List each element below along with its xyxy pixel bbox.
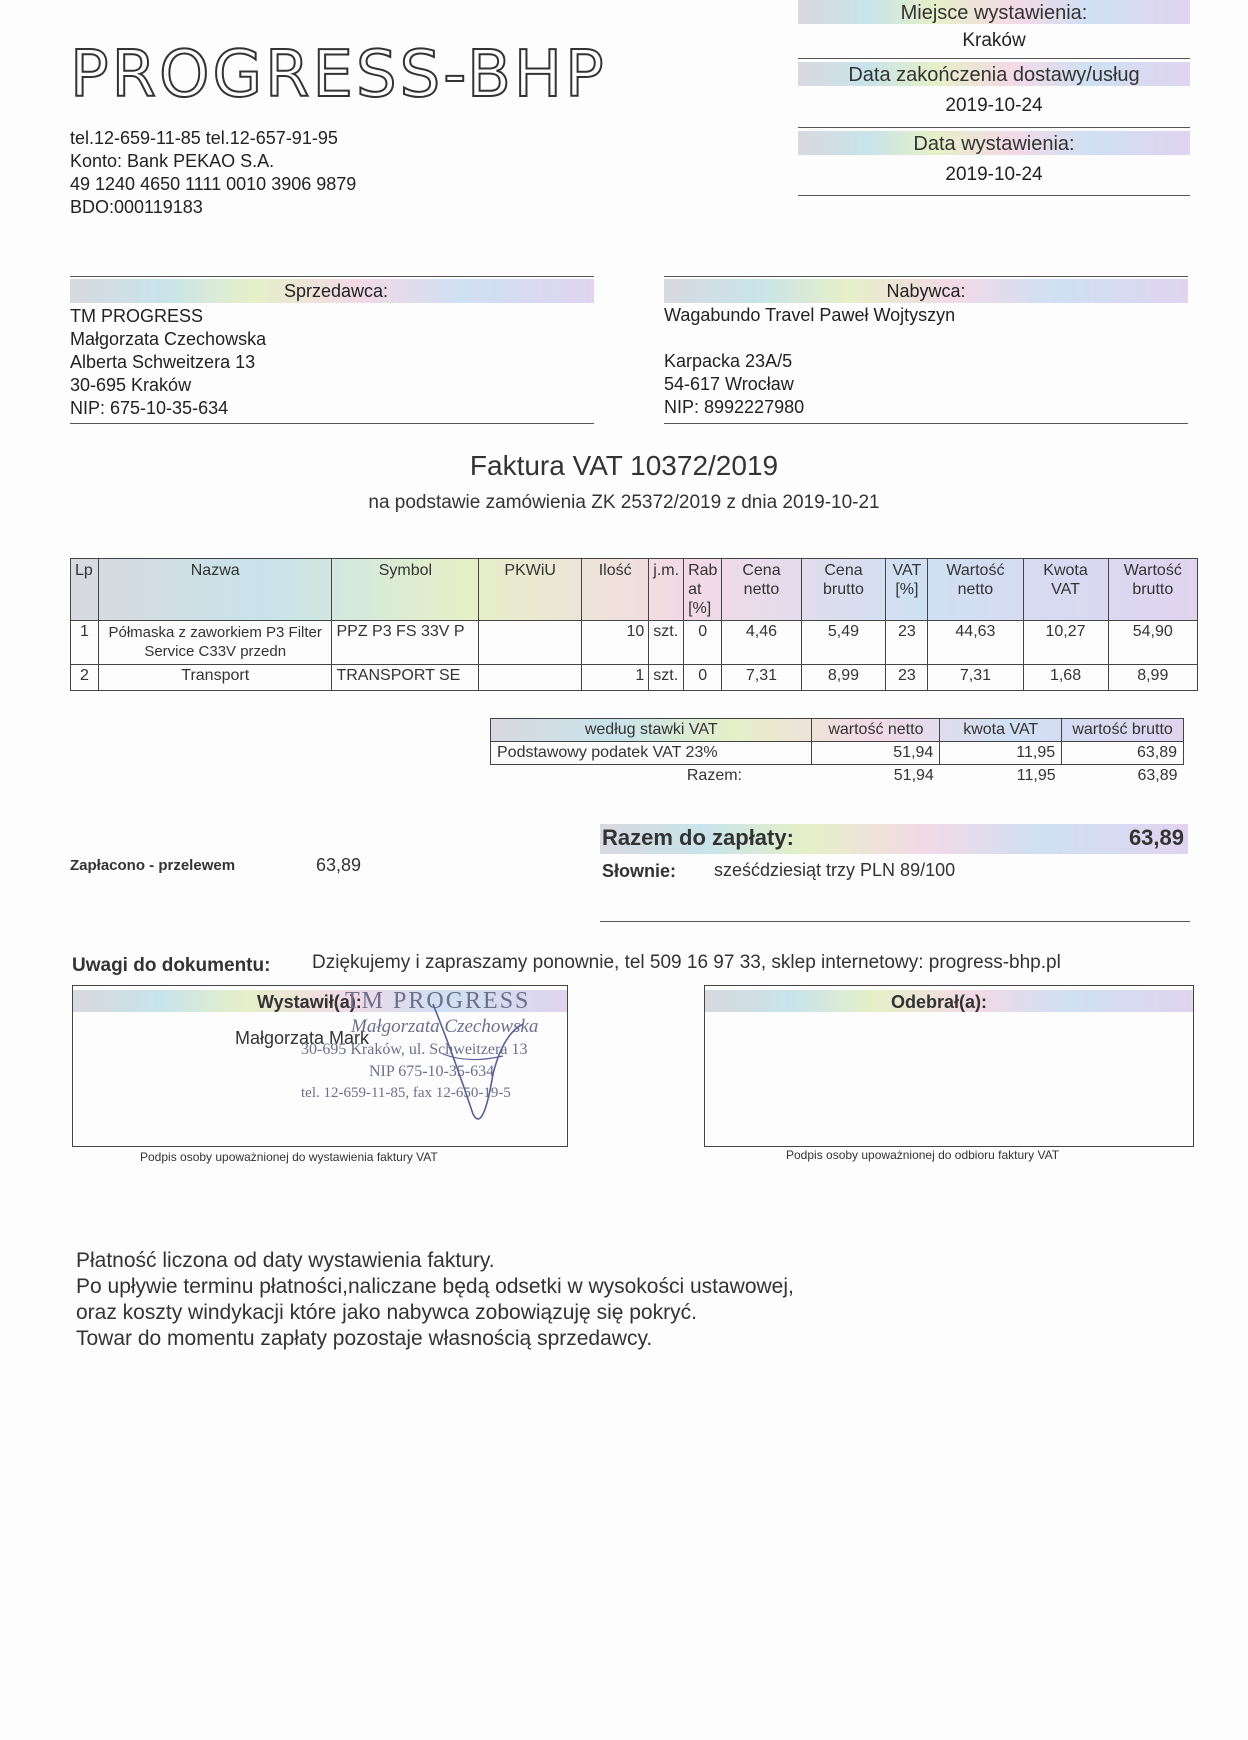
received-caption: Podpis osoby upoważnionej do odbioru faktury VAT xyxy=(786,1148,1060,1162)
footer-line-3: oraz koszty windykacji które jako nabywca zobowiązuję się pokryć. xyxy=(76,1301,697,1324)
cell-vat: 23 xyxy=(886,665,928,691)
vat-total-brutto: 63,89 xyxy=(1137,767,1178,784)
buyer-street: Karpacka 23A/5 xyxy=(664,351,793,371)
vat-rate: Podstawowy podatek VAT 23% xyxy=(491,742,812,765)
table-row xyxy=(71,665,1198,691)
issue-date-value: 2019-10-24 xyxy=(945,164,1043,185)
seller-label-bar xyxy=(70,279,594,303)
issue-date-label: Data wystawienia: xyxy=(798,131,1190,155)
cell-cena-brutto: 8,99 xyxy=(801,665,886,691)
issued-name: Małgorzata Mark xyxy=(235,1028,370,1048)
place-value: Kraków xyxy=(962,30,1026,51)
buyer-name: Wagabundo Travel Paweł Wojtyszyn xyxy=(664,305,956,325)
invoice-title: Faktura VAT 10372/2019 xyxy=(469,450,779,481)
cell-vat: 23 xyxy=(886,621,928,665)
buyer-label-bar xyxy=(664,279,1188,303)
vat-header-row xyxy=(491,719,1184,742)
col-symbol: Symbol xyxy=(332,559,479,621)
vat-netto: 51,94 xyxy=(812,742,940,765)
cell-wartosc-netto: 44,63 xyxy=(928,621,1023,665)
stamp-line-5: tel. 12-659-11-85, fax 12-650-19-5 xyxy=(301,1085,511,1101)
col-wartosc-brutto: Wartość brutto xyxy=(1108,559,1197,621)
vat-amount: 11,95 xyxy=(940,742,1062,765)
cell-lp: 2 xyxy=(71,665,99,691)
cell-cena-netto: 4,46 xyxy=(722,621,801,665)
stamp-line-1: TM PROGRESS xyxy=(345,988,531,1014)
seller-label: Sprzedawca: xyxy=(283,281,388,301)
col-lp: Lp xyxy=(71,559,99,621)
vat-total-netto: 51,94 xyxy=(893,767,934,784)
col-cena-netto: Cena netto xyxy=(722,559,801,621)
seller-city: 30-695 Kraków xyxy=(70,375,192,395)
vat-summary-table xyxy=(490,718,1184,787)
footer-line-1: Płatność liczona od daty wystawienia faktury. xyxy=(76,1249,495,1272)
vat-col-rate: według stawki VAT xyxy=(491,719,812,742)
total-due-label: Razem do zapłaty: xyxy=(602,825,794,850)
col-pkwiu: PKWiU xyxy=(479,559,582,621)
cell-rabat: 0 xyxy=(684,665,722,691)
items-header-row xyxy=(71,559,1198,621)
buyer-nip: NIP: 8992227980 xyxy=(664,397,805,417)
cell-symbol: PPZ P3 FS 33V P xyxy=(332,621,479,665)
col-cena-brutto: Cena brutto xyxy=(801,559,886,621)
notes-label: Uwagi do dokumentu: xyxy=(72,955,271,976)
issued-label: Wystawił(a): xyxy=(257,992,362,1012)
vat-total-amount: 11,95 xyxy=(1016,767,1056,784)
cell-ilosc: 10 xyxy=(582,621,649,665)
buyer-city: 54-617 Wrocław xyxy=(664,374,794,394)
cell-cena-brutto: 5,49 xyxy=(801,621,886,665)
stamp-line-4: NIP 675-10-35-634 xyxy=(369,1063,495,1080)
cell-cena-netto: 7,31 xyxy=(722,665,801,691)
received-label: Odebrał(a): xyxy=(891,992,988,1012)
cell-pkwiu xyxy=(479,665,582,691)
total-due-value: 63,89 xyxy=(1128,825,1184,850)
buyer-label: Nabywca: xyxy=(886,281,966,301)
vat-brutto: 63,89 xyxy=(1062,742,1184,765)
received-box xyxy=(704,985,1194,1147)
vat-col-brutto: wartość brutto xyxy=(1062,719,1184,742)
words-label: Słownie: xyxy=(602,861,677,881)
cell-wartosc-brutto: 8,99 xyxy=(1108,665,1197,691)
footer-line-2: Po upływie terminu płatności,naliczane będą odsetki w wysokości ustawowej, xyxy=(76,1275,794,1298)
cell-kwota-vat: 10,27 xyxy=(1023,621,1108,665)
paid-label: Zapłacono - przelewem xyxy=(70,857,236,874)
vat-col-vat: kwota VAT xyxy=(940,719,1062,742)
company-phones: tel.12-659-11-85 tel.12-657-91-95 xyxy=(70,128,338,148)
vat-total-row xyxy=(491,765,1184,788)
logo-text: PROGRESS-BHP xyxy=(70,38,607,112)
cell-nazwa: Transport xyxy=(98,665,332,691)
stamp-line-3: 30-695 Kraków, ul. Schweitzera 13 xyxy=(301,1041,528,1058)
words-value: sześćdziesiąt trzy PLN 89/100 xyxy=(714,860,956,880)
vat-row xyxy=(491,742,1184,765)
seller-street: Alberta Schweitzera 13 xyxy=(70,352,256,372)
cell-kwota-vat: 1,68 xyxy=(1023,665,1108,691)
items-table xyxy=(70,558,1198,691)
cell-nazwa: Półmaska z zaworkiem P3 Filter Service C33V przedn xyxy=(98,621,332,665)
seller-nip: NIP: 675-10-35-634 xyxy=(70,398,229,418)
table-row xyxy=(71,621,1198,665)
footer-line-4: Towar do momentu zapłaty pozostaje własnością sprzedawcy. xyxy=(76,1327,653,1350)
cell-symbol: TRANSPORT SE xyxy=(332,665,479,691)
seller-name: TM PROGRESS xyxy=(70,306,204,326)
company-logo xyxy=(70,40,610,110)
cell-ilosc: 1 xyxy=(582,665,649,691)
stamp-line-2: Małgorzata Czechowska xyxy=(351,1016,539,1037)
cell-lp: 1 xyxy=(71,621,99,665)
cell-wartosc-brutto: 54,90 xyxy=(1108,621,1197,665)
notes-text: Dziękujemy i zapraszamy ponownie, tel 509 16 97 33, sklep internetowy: progress-bhp.pl xyxy=(312,952,1061,973)
company-bdo: BDO:000119183 xyxy=(70,197,203,217)
col-rabat: Rab at [%] xyxy=(684,559,722,621)
cell-pkwiu xyxy=(479,621,582,665)
vat-total-label: Razem: xyxy=(686,767,742,784)
total-due-bar xyxy=(600,824,1188,854)
col-nazwa: Nazwa xyxy=(98,559,332,621)
issued-box xyxy=(72,985,568,1147)
seller-person: Małgorzata Czechowska xyxy=(70,329,267,349)
col-vat: VAT [%] xyxy=(886,559,928,621)
paid-value: 63,89 xyxy=(316,855,362,875)
vat-col-netto: wartość netto xyxy=(812,719,940,742)
col-ilosc: Ilość xyxy=(582,559,649,621)
col-wartosc-netto: Wartość netto xyxy=(928,559,1023,621)
cell-jm: szt. xyxy=(649,621,684,665)
company-account-number: 49 1240 4650 1111 0010 3906 9879 xyxy=(70,174,357,194)
delivery-date-value: 2019-10-24 xyxy=(945,95,1043,116)
handwritten-signature xyxy=(373,994,573,1144)
col-kwota-vat: Kwota VAT xyxy=(1023,559,1108,621)
delivery-date-label: Data zakończenia dostawy/usług xyxy=(798,62,1190,86)
cell-jm: szt. xyxy=(649,665,684,691)
issued-caption: Podpis osoby upoważnionej do wystawienia faktury VAT xyxy=(140,1150,438,1164)
cell-wartosc-netto: 7,31 xyxy=(928,665,1023,691)
place-label: Miejsce wystawienia: xyxy=(798,0,1190,24)
cell-rabat: 0 xyxy=(684,621,722,665)
invoice-subtitle: na podstawie zamówienia ZK 25372/2019 z dnia 2019-10-21 xyxy=(368,492,880,513)
company-bank: Konto: Bank PEKAO S.A. xyxy=(70,151,275,171)
col-jm: j.m. xyxy=(649,559,684,621)
